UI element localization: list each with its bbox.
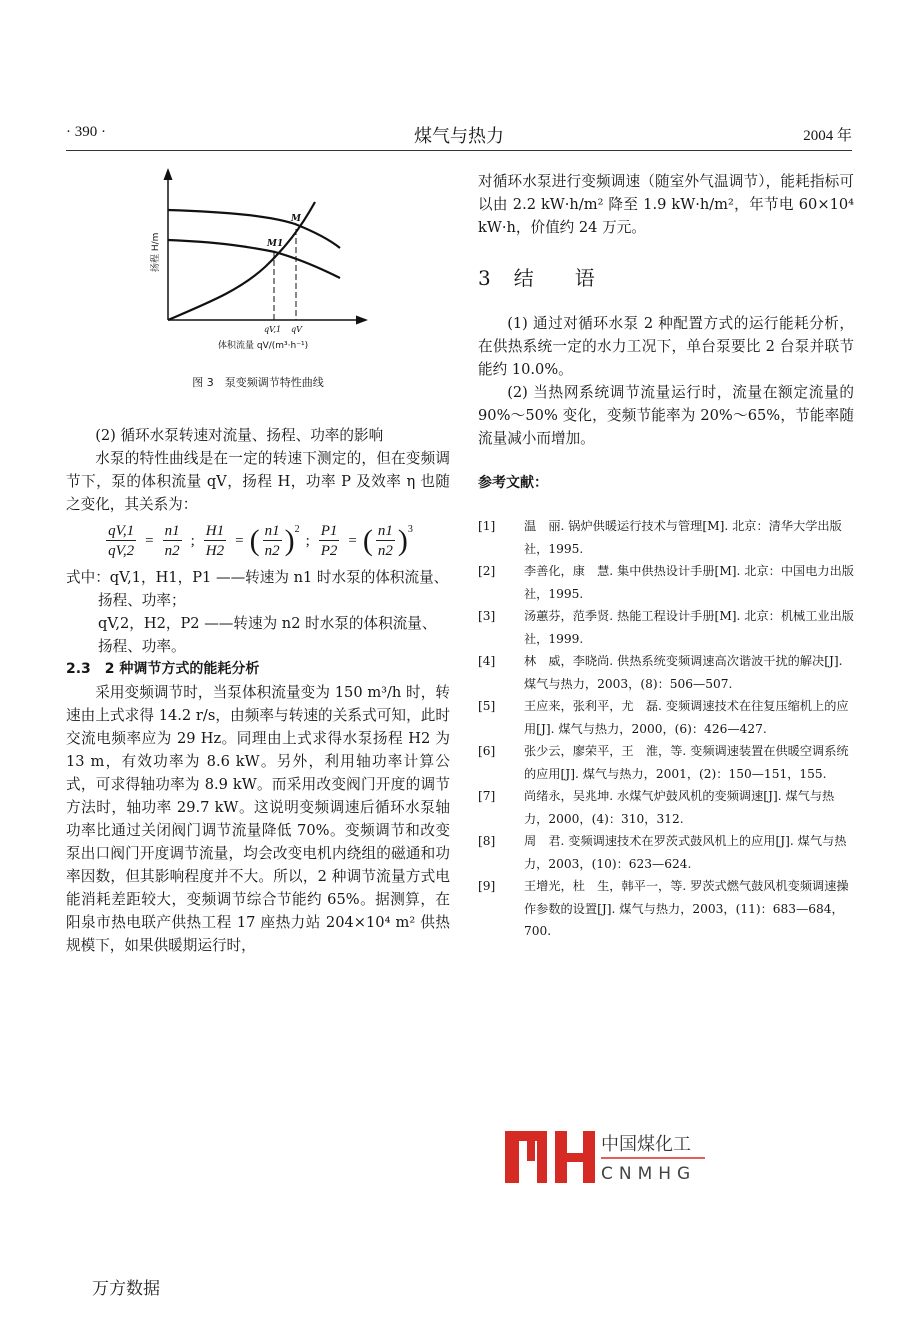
reference-number: [9] [478, 879, 496, 893]
reference-number: [2] [478, 564, 496, 578]
wanfang-watermark: 万方数据 [92, 1279, 160, 1299]
reference-item [478, 605, 854, 650]
mh-logo-mark [505, 1131, 595, 1183]
formula-exp3: 3 [407, 523, 413, 535]
formula-n1: n1 [264, 522, 280, 539]
formula-exp2: 2 [294, 523, 300, 535]
section-3-number: 3 [478, 266, 492, 290]
pump-curve-n2 [168, 240, 340, 278]
similarity-formula [66, 516, 450, 566]
formula-n1: n1 [164, 522, 180, 539]
formula-n2: n2 [164, 542, 180, 559]
subsection-heading: (2) 循环水泵转速对流量、扬程、功率的影响 [95, 427, 384, 444]
reference-item [478, 515, 854, 560]
journal-year: 2004 年 [803, 128, 852, 144]
section-3-heading [478, 267, 854, 290]
reference-number: [8] [478, 834, 496, 848]
right-column [478, 170, 854, 943]
reference-item [478, 830, 854, 875]
tick-qv: qV [291, 325, 302, 334]
formula-n1: n1 [377, 522, 393, 539]
paren: ) [397, 524, 408, 557]
paren: ( [249, 524, 260, 557]
formula-q2: qV,2 [108, 542, 135, 559]
point-m-label: M [291, 214, 301, 224]
reference-number: [5] [478, 699, 496, 713]
cnmhg-logo [505, 1125, 725, 1187]
reference-item [478, 560, 854, 605]
formula-q1: qV,1 [108, 522, 135, 539]
journal-title: 煤气与热力 [414, 126, 504, 147]
paragraph-energy-analysis: 采用变频调节时，当泵体积流量变为 150 m³/h 时，转速由上式求得 14.2 r/s，由频率与转速的关系式可知，此时交流电频率应为 29 Hz。同理由上式求得水泵扬程 H2 为 13 m，有效功率为 8.6 kW。另外，利用轴功率计算公式，可求得轴功率为 8.9 kW。而采用改变阀门开度的调节方法时，轴功率 29.7 kW。这说明变频调速后循环水泵轴功率比通过关闭阀门调节流量降低 70%。变频调节和改变泵出口阀门开度调节流量，均会改变电机内绕组的磁通和功率因数，但其影响程度并不大。所以，2 种调节流量方式电能消耗差距较大，变频调节综合节能约 65%。据测算，在阳泉市热电联产供热工程 17 座热力站 204×10⁴ m² 供热规模下，如果供暖期运行时， [66, 684, 450, 954]
reference-item [478, 785, 854, 830]
reference-text: 王应来，张利平，尤 磊. 变频调速技术在往复压缩机上的应用[J]. 煤气与热力，2000，(6)：426—427. [524, 699, 849, 736]
reference-item [478, 875, 854, 943]
reference-text: 尚绪永，吴兆坤. 水煤气炉鼓风机的变频调速[J]. 煤气与热力，2000，(4)：310，312. [524, 789, 835, 826]
page-number: · 390 · [66, 124, 106, 140]
figure-caption: 图 3 泵变频调节特性曲线 [192, 376, 324, 389]
formula-n2: n2 [264, 542, 280, 559]
y-axis-label: 扬程 H/m [151, 232, 161, 272]
reference-number: [6] [478, 744, 496, 758]
formula-h1: H1 [205, 522, 225, 539]
reference-number: [3] [478, 609, 496, 623]
logo-cn-text: 中国煤化工 [601, 1134, 691, 1155]
paragraph-intro: 水泵的特性曲线是在一定的转速下测定的，但在变频调节下，泵的体积流量 qV，扬程 H，功率 P 及效率 η 也随之变化，其关系为： [66, 450, 450, 513]
section-3-word-1: 结 [513, 266, 535, 290]
formula-h2: H2 [205, 542, 225, 559]
reference-text: 温 丽. 锅炉供暖运行技术与管理[M]. 北京：清华大学出版社，1995. [524, 519, 842, 556]
running-header [66, 122, 852, 151]
reference-item [478, 695, 854, 740]
reference-text: 张少云，廖荣平，王 淮，等. 变频调速装置在供暖空调系统的应用[J]. 煤气与热力，2001，(2)：150—151，155. [524, 744, 849, 781]
figure-3-pump-curves [130, 162, 380, 352]
conclusion-1: (1) 通过对循环水泵 2 种配置方式的运行能耗分析，在供热系统一定的水力工况下，单台泵要比 2 台泵并联节能约 10.0%。 [478, 315, 854, 378]
conclusion-2: (2) 当热网系统调节流量运行时，流量在额定流量的 90%～50% 变化，变频节能率为 20%～65%，节能率随流量减小而增加。 [478, 384, 854, 447]
left-column [66, 424, 450, 957]
reference-item [478, 740, 854, 785]
reference-number: [4] [478, 654, 496, 668]
reference-text: 王增光，杜 生，韩平一，等. 罗茨式燃气鼓风机变频调速操作参数的设置[J]. 煤气与热力，2003，(11)：683—684，700. [524, 879, 849, 938]
formula-sep: ; [190, 532, 195, 549]
references-list [478, 515, 854, 943]
reference-text: 林 威，李晓尚. 供热系统变频调速高次谐波干扰的解决[J]. 煤气与热力，2003，(8)：506—507. [524, 654, 843, 691]
reference-number: [1] [478, 519, 496, 533]
reference-text: 汤蕙芬，范季贤. 热能工程设计手册[M]. 北京：机械工业出版社，1999. [524, 609, 854, 646]
x-axis-label: 体积流量 qV/(m³·h⁻¹) [218, 341, 309, 351]
definition-2: qV,2，H2，P2 ——转速为 n2 时水泵的体积流量、 [98, 615, 437, 632]
formula-p1: P1 [320, 522, 338, 539]
formula-eq: = [235, 532, 244, 549]
formula-n2: n2 [377, 542, 393, 559]
reference-number: [7] [478, 789, 496, 803]
tick-qv1: qV,1 [264, 325, 282, 334]
reference-text: 李善化，康 慧. 集中供热设计手册[M]. 北京：中国电力出版社，1995. [524, 564, 854, 601]
formula-p2: P2 [320, 542, 338, 559]
definition-2-cont: 扬程、功率。 [98, 638, 186, 655]
definition-1-cont: 扬程、功率； [98, 592, 186, 609]
logo-en-text: CNMHG [601, 1164, 697, 1184]
paren: ) [284, 524, 295, 557]
section-2-3-heading: 2.3 2 种调节方式的能耗分析 [66, 661, 260, 677]
formula-eq: = [348, 532, 357, 549]
formula-eq: = [145, 532, 154, 549]
paragraph-continued: 对循环水泵进行变频调速（随室外气温调节），能耗指标可以由 2.2 kW·h/m² 降至 1.9 kW·h/m²，年节电 60×10⁴ kW·h，价值约 24 万元。 [478, 173, 854, 236]
formula-sep: ; [305, 532, 310, 549]
references-heading: 参考文献： [478, 475, 548, 491]
section-3-word-2: 语 [574, 266, 596, 290]
paren: ( [362, 524, 373, 557]
definition-1: 式中：qV,1，H1，P1 ——转速为 n1 时水泵的体积流量、 [66, 569, 449, 586]
point-m1-label: M1 [267, 239, 284, 249]
reference-item [478, 650, 854, 695]
reference-text: 周 君. 变频调速技术在罗茨式鼓风机上的应用[J]. 煤气与热力，2003，(10)：623—624. [524, 834, 847, 871]
